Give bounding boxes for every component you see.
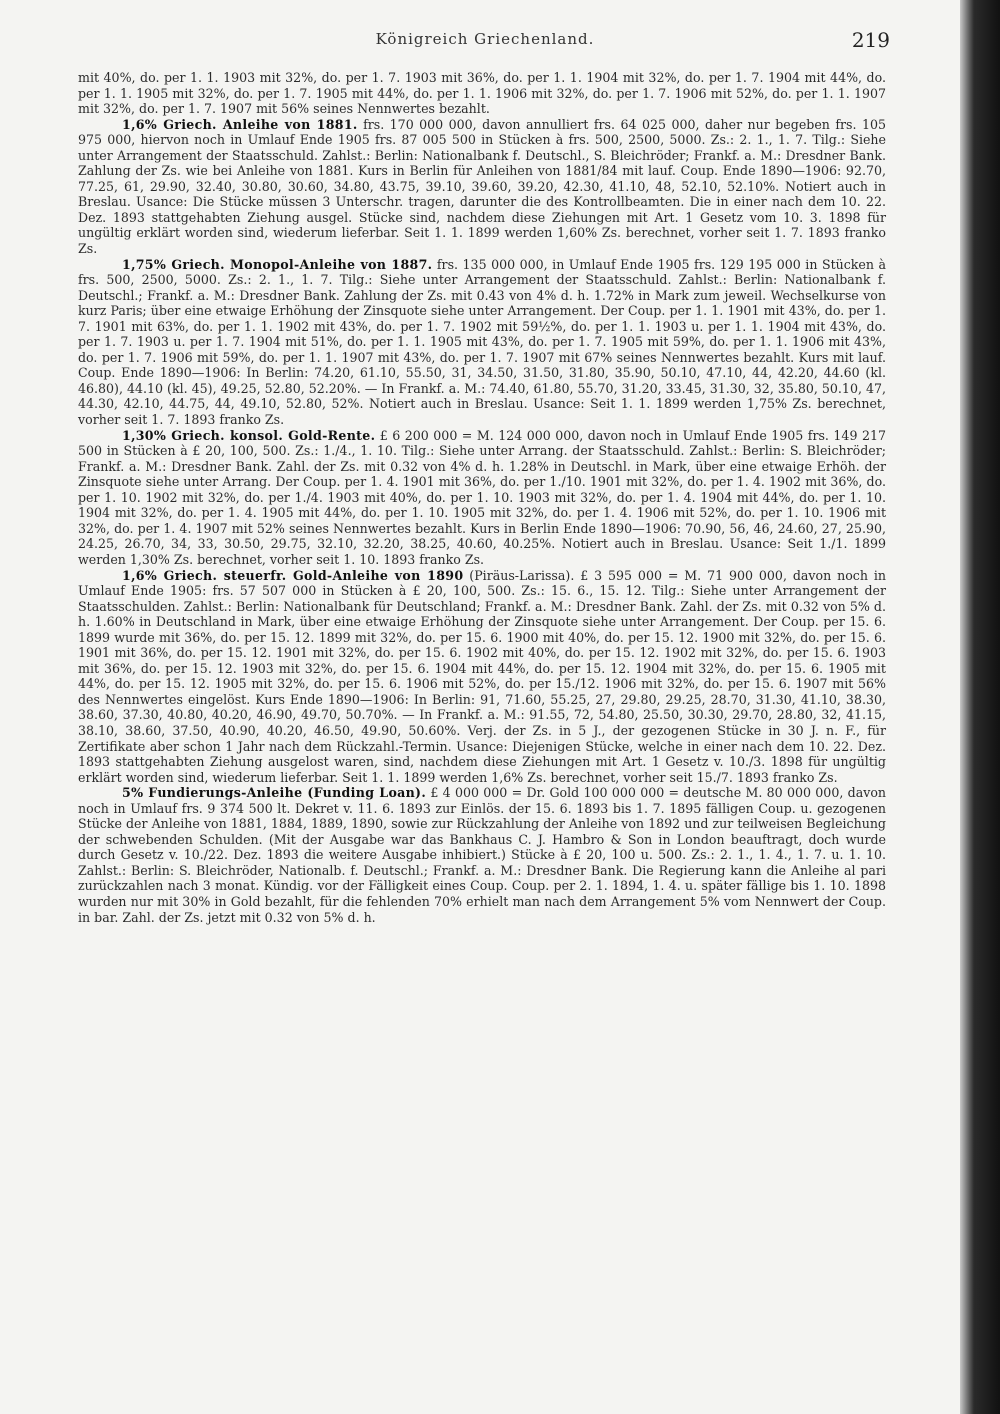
paragraph-gold-rente — [78, 428, 886, 568]
scan-edge-shadow — [960, 0, 1000, 1414]
entry-heading: 1,75% Griech. Monopol-Anleihe von 1887. — [122, 256, 433, 272]
running-head — [80, 30, 890, 54]
entry-heading: 1,30% Griech. konsol. Gold-Rente. — [122, 427, 376, 443]
paragraph-body: frs. 170 000 000, davon annulliert frs. 64 025 000, daher nur begeben frs. 105 975 000, hiervon noch in Umlauf Ende 1905 frs. 87 005 500 in Stücken à frs. 500, 2500, 5000. Zs.: 2. 1., 1. 7. Tilg.: Siehe unter Arrangement der Staatsschuld. Zahlst.: Berlin: Nationalbank f. Deutschl., S. Bleichröder; Frankf. a. M.: Dresdner Bank. Zahlung der Zs. wie bei Anleihe von 1881. Kurs in Berlin für Anleihen von 1881/84 mit lauf. Coup. Ende 1890—1906: 92.70, 77.25, 61, 29.90, 32.40, 30.80, 30.60, 34.80, 43.75, 39.10, 39.60, 39.20, 42.30, 41.10, 48, 52.10, 52.10%. Notiert auch in Breslau. Usance: Die Stücke müssen 3 Unterschr. tragen, darunter die des Kontrollbeamten. Die in einer nach dem 10. 22. Dez. 1893 stattgehabten Ziehung ausgel. Stücke sind, nachdem diese Ziehungen mit Art. 1 Gesetz vom 10. 3. 1898 für ungültig erklärt worden sind, wiederum lieferbar. Seit 1. 1. 1899 werden 1,60% Zs. berechnet, vorher seit 1. 7. 1893 franko Zs. — [78, 116, 886, 257]
paragraph-body: frs. 135 000 000, in Umlauf Ende 1905 frs. 129 195 000 in Stücken à frs. 500, 2500, 5000. Zs.: 2. 1., 1. 7. Tilg.: Siehe unter Arrangement der Staatsschuld. Zahlst.: Berlin: Nationalbank f. Deutschl.; Frankf. a. M.: Dresdner Bank. Zahlung der Zs. mit 0.43 von 4% d. h. 1.72% in Mark zum jeweil. Wechselkurse von kurz Paris; über eine etwaige Erhöhung der Zinsquote siehe unter Arrangement. Der Coup. per 1. 1. 1901 mit 43%, do. per 1. 7. 1901 mit 63%, do. per 1. 1. 1902 mit 43%, do. per 1. 7. 1902 mit 59½%, do. per 1. 1. 1903 u. per 1. 1. 1904 mit 43%, do. per 1. 7. 1903 u. per 1. 7. 1904 mit 51%, do. per 1. 1. 1905 mit 43%, do. per 1. 7. 1905 mit 59%, do. per 1. 1. 1906 mit 43%, do. per 1. 7. 1906 mit 59%, do. per 1. 1. 1907 mit 43%, do. per 1. 7. 1907 mit 67% seines Nennwertes bezahlt. Kurs mit lauf. Coup. Ende 1890—1906: In Berlin: 74.20, 61.10, 55.50, 31, 34.50, 31.50, 31.80, 35.90, 50.10, 47.10, 44, 42.20, 44.60 (kl. 46.80), 44.10 (kl. 45), 49.25, 52.80, 52.20%. — In Frankf. a. M.: 74.40, 61.80, 55.70, 31.20, 33.45, 31.30, 32, 35.80, 50.10, 47, 44.30, 42.10, 44.75, 44, 49.10, 52.80, 52%. Notiert auch in Breslau. Usance: Seit 1. 1. 1899 werden 1,75% Zs. berechnet, vorher seit 1. 7. 1893 franko Zs. — [78, 256, 887, 428]
paragraph-monopol-anleihe-1887 — [78, 257, 886, 428]
entry-heading: 1,6% Griech. Anleihe von 1881. — [122, 116, 358, 132]
paragraph-anleihe-1881 — [78, 117, 886, 257]
entry-heading: 5% Fundierungs-Anleihe (Funding Loan). — [122, 785, 427, 801]
paragraph-gold-anleihe-1890 — [78, 568, 886, 786]
paragraph-body: £ 6 200 000 = M. 124 000 000, davon noch in Umlauf Ende 1905 frs. 149 217 500 in Stücken à £ 20, 100, 500. Zs.: 1./4., 1. 10. Tilg.: Siehe unter Arrang. der Staatsschuld. Zahlst.: Berlin: S. Bleichröder; Frankf. a. M.: Dresdner Bank. Zahl. der Zs. mit 0.32 von 4% d. h. 1.28% in Deutschl. in Mark, über eine etwaige Erhöh. der Zinsquote siehe unter Arrang. Der Coup. per 1. 4. 1901 mit 36%, do. per 1./10. 1901 mit 32%, do. per 1. 4. 1902 mit 36%, do. per 1. 10. 1902 mit 32%, do. per 1./4. 1903 mit 40%, do. per 1. 10. 1903 mit 32%, do. per 1. 4. 1904 mit 44%, do. per 1. 10. 1904 mit 32%, do. per 1. 4. 1905 mit 44%, do. per 1. 10. 1905 mit 32%, do. per 1. 4. 1906 mit 52%, do. per 1. 10. 1906 mit 32%, do. per 1. 4. 1907 mit 52% seines Nennwertes bezahlt. Kurs in Berlin Ende 1890—1906: 70.90, 56, 46, 24.60, 27, 25.90, 24.25, 26.70, 34, 33, 30.50, 29.75, 32.10, 32.20, 38.25, 40.60, 40.25%. Notiert auch in Breslau. Usance: Seit 1./1. 1899 werden 1,30% Zs. berechnet, vorher seit 1. 10. 1893 franko Zs. — [78, 427, 886, 567]
entry-heading: 1,6% Griech. steuerfr. Gold-Anleihe von 1890 — [122, 567, 464, 583]
paragraph-body: £ 4 000 000 = Dr. Gold 100 000 000 = deutsche M. 80 000 000, davon noch in Umlauf frs. 9 374 500 lt. Dekret v. 11. 6. 1893 zur Einlös. der 15. 6. 1893 bis 1. 7. 1895 fälligen Coup. u. gezogenen Stücke der Anleihe von 1881, 1884, 1889, 1890, sowie zur Rückzahlung der Anleihe von 1892 und zur teilweisen Begleichung der schwebenden Schulden. (Mit der Ausgabe war das Bankhaus C. J. Hambro & Son in London beauftragt, doch wurde durch Gesetz v. 10./22. Dez. 1893 die weitere Ausgabe inhibiert.) Stücke à £ 20, 100 u. 500. Zs.: 2. 1., 1. 4., 1. 7. u. 1. 10. Zahlst.: Berlin: S. Bleichröder, Nationalb. f. Deutschl.; Frankf. a. M.: Dresdner Bank. Die Regierung kann die Anleihe al pari zurückzahlen nach 3 monat. Kündig. vor der Fälligkeit eines Coup. Coup. per 2. 1. 1894, 1. 4. u. später fällige bis 1. 10. 1898 wurden nur mit 30% in Gold bezahlt, für die fehlenden 70% erhielt man nach dem Arrangement 5% vom Nennwert der Coup. in bar. Zahl. der Zs. jetzt mit 0.32 von 5% d. h. — [78, 785, 887, 925]
paragraph-body: mit 40%, do. per 1. 1. 1903 mit 32%, do. per 1. 7. 1903 mit 36%, do. per 1. 1. 1904 mit 32%, do. per 1. 7. 1904 mit 44%, do. per 1. 1. 1905 mit 32%, do. per 1. 7. 1905 mit 44%, do. per 1. 1. 1906 mit 32%, do. per 1. 7. 1906 mit 52%, do. per 1. 1. 1907 mit 32%, do. per 1. 7. 1907 mit 56% seines Nennwertes bezahlt. — [78, 70, 886, 117]
paragraph-funding-loan — [78, 785, 886, 925]
body-text — [78, 70, 886, 925]
running-title: Königreich Griechenland. — [375, 30, 595, 48]
paragraph-body: (Piräus-Larissa). £ 3 595 000 = M. 71 900 000, davon noch in Umlauf Ende 1905: frs. 57 507 000 in Stücken à £ 20, 100, 500. Zs.: 15. 6., 15. 12. Tilg.: Siehe unter Arrangement der Staatsschulden. Zahlst.: Berlin: Nationalbank für Deutschland; Frankf. a. M.: Dresdner Bank. Zahl. der Zs. mit 0.32 von 5% d. h. 1.60% in Deutschland in Mark, über eine etwaige Erhöhung der Zinsquote siehe unter Arrangement. Der Coup. per 15. 6. 1899 wurde mit 36%, do. per 15. 12. 1899 mit 32%, do. per 15. 6. 1900 mit 40%, do. per 15. 12. 1900 mit 32%, do. per 15. 6. 1901 mit 36%, do. per 15. 12. 1901 mit 32%, do. per 15. 6. 1902 mit 40%, do. per 15. 12. 1902 mit 32%, do. per 15. 6. 1903 mit 36%, do. per 15. 12. 1903 mit 32%, do. per 15. 6. 1904 mit 44%, do. per 15. 12. 1904 mit 32%, do. per 15. 6. 1905 mit 44%, do. per 15. 12. 1905 mit 32%, do. per 15. 6. 1906 mit 52%, do. per 15./12. 1906 mit 32%, do. per 15. 6. 1907 mit 56% des Nennwertes eingelöst. Kurs Ende 1890—1906: In Berlin: 91, 71.60, 55.25, 27, 29.80, 29.25, 28.70, 31.30, 41.10, 38.30, 38.60, 37.30, 40.80, 40.20, 46.90, 49.70, 50.70%. — In Frankf. a. M.: 91.55, 72, 54.80, 25.50, 30.30, 29.70, 28.80, 32, 41.15, 38.10, 38.60, 37.50, 40.90, 40.20, 46.50, 49.90, 50.60%. Verj. der Zs. in 5 J., der gezogenen Stücke in 30 J. n. F., für Zertifikate aber schon 1 Jahr nach dem Rückzahl.-Termin. Usance: Diejenigen Stücke, welche in einer nach dem 10. 22. Dez. 1893 stattgehabten Ziehung ausgelost waren, sind, nachdem diese Ziehungen mit Art. 1 Gesetz v. 10./3. 1898 für ungültig erklärt worden sind, wiederum lieferbar. Seit 1. 1. 1899 werden 1,6% Zs. berechnet, vorher seit 15./7. 1893 franko Zs. — [78, 567, 886, 785]
paragraph-continuation — [78, 70, 886, 117]
page-number: 219 — [851, 28, 890, 52]
